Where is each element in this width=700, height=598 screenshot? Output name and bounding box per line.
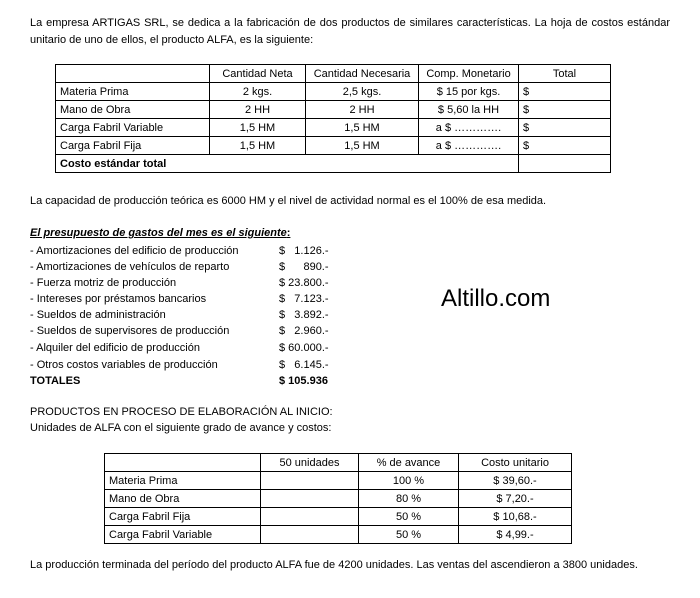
table-cell [261, 508, 359, 526]
budget-item-amount: $ 6.145.- [279, 359, 329, 371]
intro-paragraph: La empresa ARTIGAS SRL, se dedica a la fabricación de dos productos de similares características. La hoja de costos estándar unitario de uno de ellos, el producto ALFA, es la siguiente: [30, 17, 670, 46]
table-cell: 50 % [359, 526, 459, 544]
table-cell: $ 10,68.- [459, 508, 572, 526]
table-row [56, 119, 611, 137]
budget-total-row [30, 373, 350, 389]
table-cell: 50 % [359, 508, 459, 526]
table-header-row [105, 454, 572, 472]
budget-item-label: - Amortizaciones del edificio de producción [30, 245, 239, 257]
budget-title [30, 227, 290, 239]
table-cell: $ [519, 119, 611, 137]
table-total-row [56, 155, 611, 173]
watermark-text: Altillo.com [441, 285, 551, 312]
table-cell: 1,5 HM [306, 137, 419, 155]
table-cell: Carga Fabril Fija [56, 137, 210, 155]
table-cell [261, 526, 359, 544]
total-label-cell: Costo estándar total [56, 155, 519, 173]
budget-item [30, 259, 350, 275]
budget-item [30, 275, 350, 291]
table-cell: Mano de Obra [56, 101, 210, 119]
budget-item-label: - Alquiler del edificio de producción [30, 342, 200, 354]
capacity-text: La capacidad de producción teórica es 6000 HM y el nivel de actividad normal es el 100% de esa medida. [30, 195, 547, 207]
budget-item-label: - Otros costos variables de producción [30, 359, 218, 371]
budget-item-amount: $ 3.892.- [279, 309, 329, 321]
budget-item [30, 357, 350, 373]
table-cell: $ [519, 137, 611, 155]
process-subtitle: Unidades de ALFA con el siguiente grado de avance y costos: [30, 422, 332, 434]
budget-item-amount: $ 7.123.- [279, 293, 329, 305]
budget-item [30, 291, 350, 307]
table-cell: 1,5 HM [210, 137, 306, 155]
header-cell: Total [519, 65, 611, 83]
budget-item-label: - Amortizaciones de vehículos de reparto [30, 261, 230, 273]
header-cell [105, 454, 261, 472]
table-cell: 1,5 HM [210, 119, 306, 137]
final-paragraph: La producción terminada del período del producto ALFA fue de 4200 unidades. Las ventas del ascendieron a 3800 unidades. [30, 559, 638, 571]
table-row [105, 508, 572, 526]
header-cell: % de avance [359, 454, 459, 472]
table-cell: Carga Fabril Variable [56, 119, 210, 137]
header-cell: Cantidad Necesaria [306, 65, 419, 83]
header-cell: Comp. Monetario [419, 65, 519, 83]
budget-total-amount: $ 105.936 [279, 375, 328, 387]
table-row [105, 472, 572, 490]
header-cell: Cantidad Neta [210, 65, 306, 83]
table-cell: 2,5 kgs. [306, 83, 419, 101]
table-cell: 80 % [359, 490, 459, 508]
table-row [105, 490, 572, 508]
budget-item-amount: $ 1.126.- [279, 245, 329, 257]
table-cell: 100 % [359, 472, 459, 490]
table-cell: $ 4,99.- [459, 526, 572, 544]
budget-title-colon: : [286, 227, 291, 239]
table-header-row [56, 65, 611, 83]
table-row [56, 83, 611, 101]
table-cell: 2 HH [210, 101, 306, 119]
table-cell: a $ …………. [419, 137, 519, 155]
table-row [56, 137, 611, 155]
header-cell [56, 65, 210, 83]
budget-item [30, 323, 350, 339]
table-cell: Materia Prima [105, 472, 261, 490]
header-cell: 50 unidades [261, 454, 359, 472]
table-cell: $ 39,60.- [459, 472, 572, 490]
budget-item-amount: $ 2.960.- [279, 325, 329, 337]
work-in-process-table [104, 453, 572, 544]
table-cell [261, 490, 359, 508]
budget-item-label: - Sueldos de administración [30, 309, 166, 321]
table-row [105, 526, 572, 544]
table-cell: Mano de Obra [105, 490, 261, 508]
budget-item-amount: $ 890.- [279, 261, 329, 273]
table-cell: Carga Fabril Variable [105, 526, 261, 544]
table-cell: 2 HH [306, 101, 419, 119]
table-cell: a $ …………. [419, 119, 519, 137]
header-cell: Costo unitario [459, 454, 572, 472]
table-row [56, 101, 611, 119]
table-cell: $ 15 por kgs. [419, 83, 519, 101]
table-cell: Carga Fabril Fija [105, 508, 261, 526]
budget-item-label: - Fuerza motriz de producción [30, 277, 177, 289]
standard-cost-table [55, 64, 611, 173]
budget-item-label: - Sueldos de supervisores de producción [30, 325, 230, 337]
table-cell: 2 kgs. [210, 83, 306, 101]
budget-item [30, 243, 350, 259]
table-cell: $ 7,20.- [459, 490, 572, 508]
budget-item-label: - Intereses por préstamos bancarios [30, 293, 207, 305]
table-cell: $ [519, 83, 611, 101]
budget-item [30, 340, 350, 356]
total-value-cell [519, 155, 611, 173]
table-cell: $ 5,60 la HH [419, 101, 519, 119]
budget-item [30, 307, 350, 323]
budget-title-text: El presupuesto de gastos del mes es el siguiente [30, 227, 287, 239]
budget-item-amount: $ 23.800.- [279, 277, 329, 289]
process-title: PRODUCTOS EN PROCESO DE ELABORACIÓN AL INICIO: [30, 406, 333, 418]
budget-item-amount: $ 60.000.- [279, 342, 329, 354]
table-cell: $ [519, 101, 611, 119]
table-cell: 1,5 HM [306, 119, 419, 137]
budget-total-label: TOTALES [30, 375, 81, 387]
table-cell: Materia Prima [56, 83, 210, 101]
table-cell [261, 472, 359, 490]
